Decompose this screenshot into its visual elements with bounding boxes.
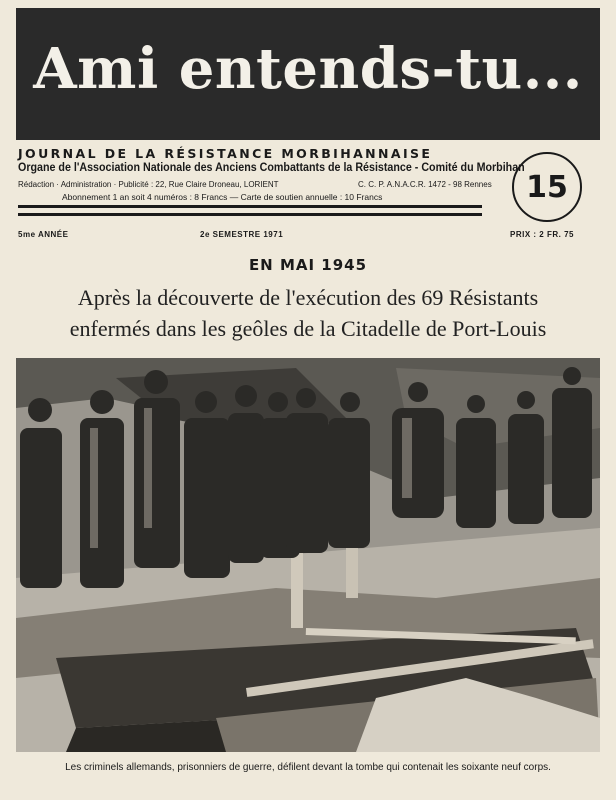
semester-label: 2e SEMESTRE 1971 [200, 230, 284, 239]
year-label: 5me ANNÉE [18, 230, 69, 239]
article-headline: EN MAI 1945 [248, 256, 368, 274]
price-label: PRIX : 2 FR. 75 [510, 230, 574, 239]
article-subhead [0, 282, 616, 344]
photo-caption: Les criminels allemands, prisonniers de guerre, défilent devant la tombe qui contenait les soixante neuf corps. [65, 762, 551, 773]
subhead-line: enfermés dans les geôles de la Citadelle de Port-Louis [69, 316, 547, 341]
subscription-info: Abonnement 1 an soit 4 numéros : 8 Francs — Carte de soutien annuelle : 10 Francs [62, 192, 383, 202]
issue-number: 15 [526, 169, 568, 205]
header-rule [18, 205, 482, 208]
redaction-address: Rédaction · Administration · Publicité : 22, Rue Claire Droneau, LORIENT [18, 180, 279, 189]
front-page-photo [16, 358, 600, 752]
journal-subtitle: JOURNAL DE LA RÉSISTANCE MORBIHANNAISE [18, 146, 433, 161]
issue-number-badge [512, 152, 582, 222]
subhead-line: Après la découverte de l'exécution des 69 Résistants [77, 285, 539, 310]
masthead-title: Ami entends-tu... [33, 36, 583, 102]
organe-line: Organe de l'Association Nationale des Anciens Combattants de la Résistance - Comité du Morbihan [18, 162, 525, 174]
header-rule [18, 213, 482, 216]
ccp-number: C. C. P. A.N.A.C.R. 1472 - 98 Rennes [358, 180, 492, 189]
masthead-banner [16, 8, 600, 140]
